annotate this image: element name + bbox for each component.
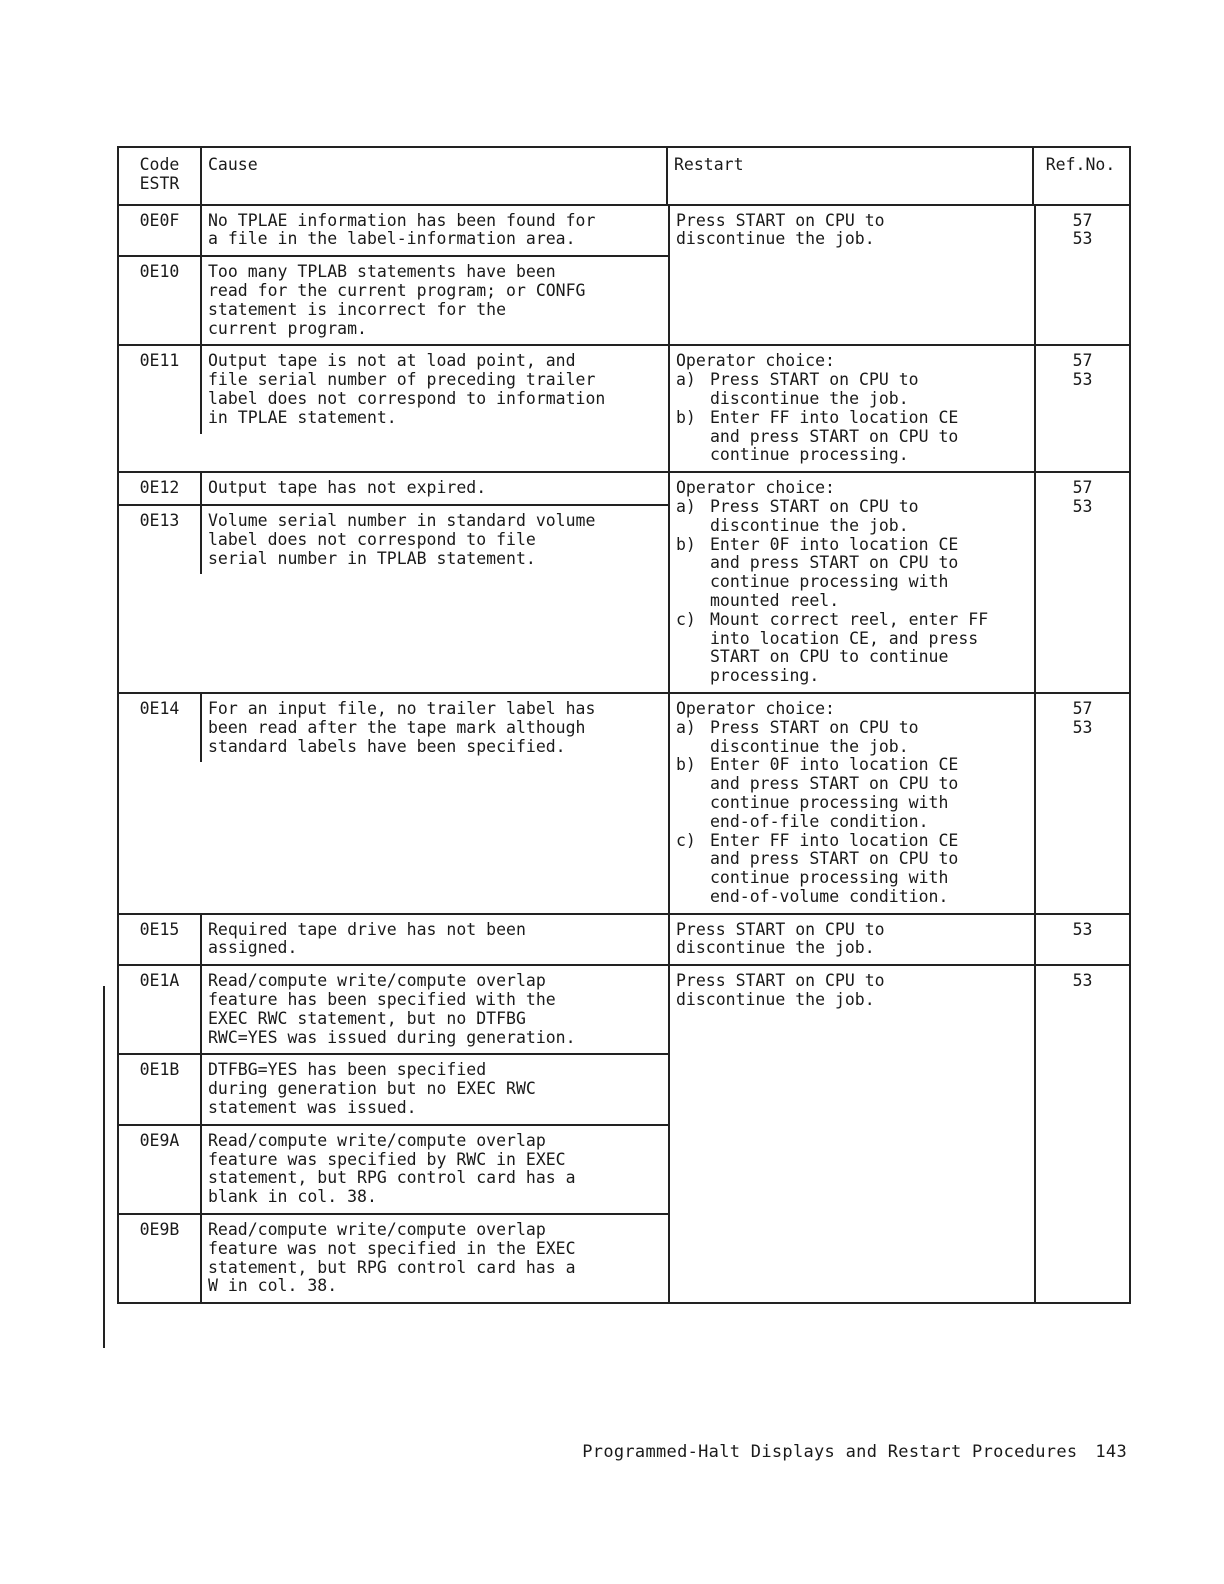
reference-numbers: 53	[1072, 971, 1093, 991]
error-code: 0E9A	[119, 1126, 202, 1213]
restart-procedure	[670, 915, 1036, 965]
reference-numbers: 57 53	[1072, 698, 1093, 737]
error-code: 0E11	[119, 346, 202, 433]
option-marker: a)	[676, 496, 696, 516]
reference-numbers: 57 53	[1072, 351, 1093, 390]
option-marker: b)	[676, 407, 696, 427]
cause-text: Output tape has not expired.	[208, 478, 487, 498]
footer-title: Programmed-Halt Displays and Restart Procedures	[582, 1442, 1078, 1462]
page-footer	[582, 1442, 1127, 1462]
cause-text: Output tape is not at load point, and file serial number of preceding trailer label does not correspond to information in TPLAE statement.	[208, 351, 606, 427]
halt-code-table	[117, 146, 1131, 1304]
option-marker: a)	[676, 370, 696, 390]
group-entries	[119, 206, 670, 345]
page-number: 143	[1095, 1442, 1127, 1462]
error-code: 0E13	[119, 506, 202, 574]
header-ref: Ref.No.	[1045, 155, 1116, 174]
restart-procedure	[670, 473, 1036, 692]
restart-intro: Press START on CPU to discontinue the job.	[676, 919, 885, 958]
restart-intro: Operator choice:	[676, 698, 835, 718]
header-cause: Cause	[202, 148, 668, 204]
error-code: 0E9B	[119, 1215, 202, 1302]
table-row	[119, 1215, 668, 1302]
table-row	[119, 473, 668, 506]
restart-option	[676, 371, 1030, 409]
error-code: 0E0F	[119, 206, 202, 256]
cause-text: No TPLAE information has been found for a file in the label-information area.	[208, 210, 596, 249]
table-group	[119, 206, 1129, 347]
table-group	[119, 694, 1129, 915]
header-code: Code ESTR	[119, 148, 202, 204]
cause-text: Read/compute write/compute overlap feature was specified by RWC in EXEC statement, but RPG control card has a blank in col. 38.	[208, 1130, 576, 1207]
restart-intro: Press START on CPU to discontinue the job.	[676, 971, 885, 1010]
restart-procedure	[670, 694, 1036, 913]
option-marker: b)	[676, 755, 696, 775]
error-code: 0E15	[119, 915, 202, 965]
restart-option	[676, 409, 1030, 465]
group-entries	[119, 473, 670, 692]
table-row	[119, 915, 668, 965]
restart-option	[676, 498, 1030, 536]
cause-text: DTFBG=YES has been specified during generation but no EXEC RWC statement was issued.	[208, 1060, 536, 1118]
option-text: Mount correct reel, enter FF into location CE, and press START on CPU to continue processing.	[710, 609, 989, 686]
option-text: Enter 0F into location CE and press START on CPU to continue processing with end-of-file condition.	[710, 755, 959, 831]
option-text: Enter FF into location CE and press START on CPU to continue processing.	[710, 407, 959, 465]
error-code: 0E12	[119, 473, 202, 504]
reference-numbers: 57 53	[1072, 478, 1093, 516]
option-text: Enter FF into location CE and press START on CPU to continue processing with end-of-volume condition.	[710, 830, 959, 906]
restart-intro: Operator choice:	[676, 351, 835, 371]
restart-option	[676, 832, 1030, 907]
restart-option	[676, 536, 1030, 611]
table-group	[119, 915, 1129, 967]
table-header	[119, 148, 1129, 206]
group-entries	[119, 915, 670, 965]
table-group	[119, 346, 1129, 473]
option-marker: c)	[676, 830, 696, 850]
option-text: Press START on CPU to discontinue the job.	[710, 717, 919, 756]
group-entries	[119, 346, 670, 471]
restart-option	[676, 611, 1030, 686]
cause-text: Read/compute write/compute overlap feature has been specified with the EXEC RWC statement, but no DTFBG RWC=YES was issued during generation.	[208, 971, 576, 1047]
restart-procedure	[670, 966, 1036, 1302]
cause-text: Too many TPLAB statements have been read for the current program; or CONFG statement is incorrect for the current program.	[208, 262, 586, 338]
option-marker: b)	[676, 534, 696, 554]
table-row	[119, 694, 668, 762]
cause-text: Required tape drive has not been assigned.	[208, 919, 526, 958]
change-bar	[103, 986, 105, 1348]
error-code: 0E14	[119, 694, 202, 762]
table-row	[119, 206, 668, 258]
table-row	[119, 506, 668, 574]
error-code: 0E10	[119, 257, 202, 344]
option-text: Press START on CPU to discontinue the job.	[710, 370, 919, 408]
header-restart: Restart	[668, 148, 1034, 204]
restart-intro: Operator choice:	[676, 478, 835, 498]
option-marker: c)	[676, 609, 696, 629]
restart-procedure	[670, 206, 1036, 345]
table-row	[119, 346, 668, 433]
table-group	[119, 473, 1129, 694]
reference-numbers: 57 53	[1072, 210, 1093, 249]
cause-text: For an input file, no trailer label has been read after the tape mark although standard labels have been specified.	[208, 698, 596, 756]
table-row	[119, 1055, 668, 1125]
table-row	[119, 257, 668, 344]
reference-numbers: 53	[1072, 919, 1093, 939]
error-code: 0E1A	[119, 966, 202, 1053]
table-body	[119, 206, 1129, 1303]
cause-text: Read/compute write/compute overlap feature was not specified in the EXEC statement, but RPG control card has a W in col. 38.	[208, 1220, 576, 1296]
option-text: Enter 0F into location CE and press START on CPU to continue processing with mounted reel.	[710, 534, 959, 610]
table-group	[119, 966, 1129, 1302]
option-marker: a)	[676, 717, 696, 737]
table-row	[119, 1126, 668, 1215]
table-row	[119, 966, 668, 1055]
cause-text: Volume serial number in standard volume label does not correspond to file serial number in TPLAB statement.	[208, 510, 596, 568]
restart-option	[676, 719, 1030, 757]
restart-option	[676, 756, 1030, 831]
group-entries	[119, 966, 670, 1302]
restart-intro: Press START on CPU to discontinue the job.	[676, 210, 885, 249]
error-code: 0E1B	[119, 1055, 202, 1123]
group-entries	[119, 694, 670, 913]
restart-procedure	[670, 346, 1036, 471]
option-text: Press START on CPU to discontinue the job.	[710, 496, 919, 535]
